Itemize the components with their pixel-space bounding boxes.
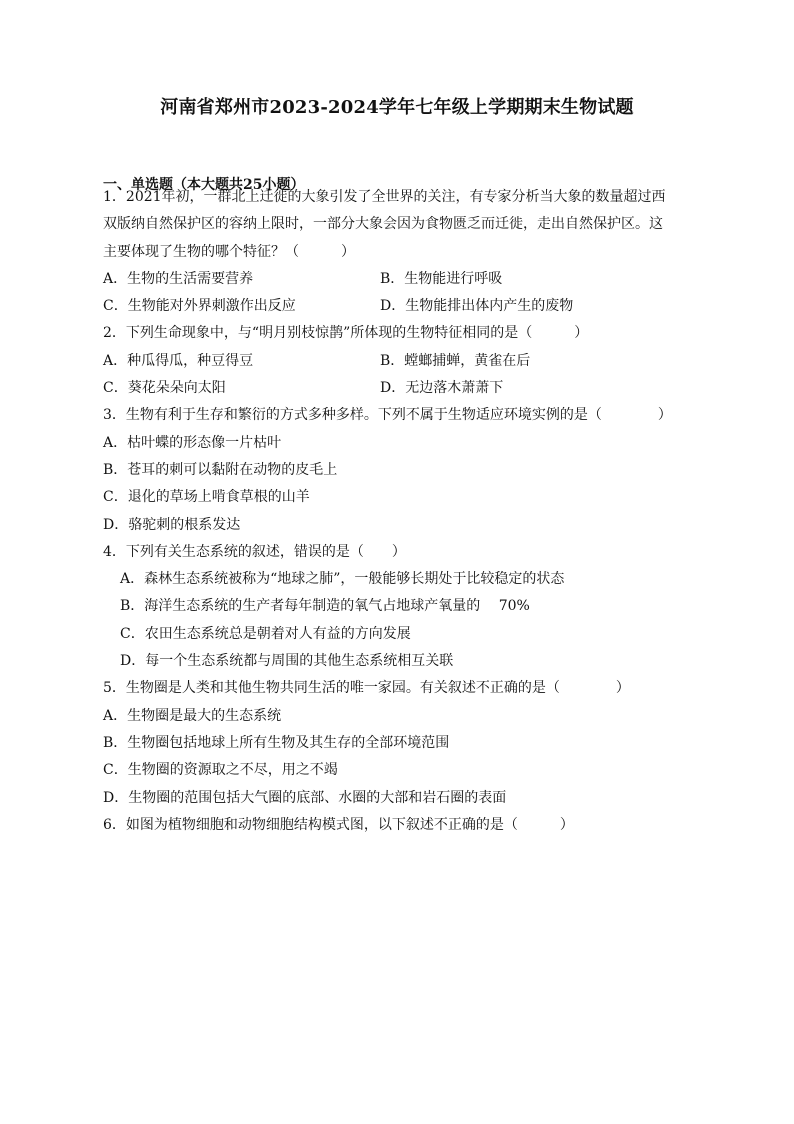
question-stem: 4．下列有关生态系统的叙述，错误的是（ ） xyxy=(103,543,406,560)
option-c: C．生物能对外界刺激作出反应 xyxy=(103,298,296,315)
section-heading: 一、单选题（本大题共25小题） xyxy=(103,177,305,193)
option-c: C．退化的草场上啃食草根的山羊 xyxy=(103,489,310,506)
option-d: D．骆驼刺的根系发达 xyxy=(103,516,241,533)
option-c: C．葵花朵朵向太阳 xyxy=(103,380,226,397)
question-3 xyxy=(103,402,695,538)
question-stem: 2．下列生命现象中，与“明月别枝惊鹊”所体现的生物特征相同的是（ ） xyxy=(103,325,589,342)
question-4 xyxy=(103,539,695,675)
question-stem: 1．2021年初，一群北上迁徙的大象引发了全世界的关注，有专家分析当大象的数量超过西 xyxy=(103,189,666,205)
option-a: A．种瓜得瓜，种豆得豆 xyxy=(103,352,254,369)
question-stem: 双版纳自然保护区的容纳上限时，一部分大象会因为食物匮乏而迁徙，走出自然保护区。这 xyxy=(103,216,663,233)
option-c: C．生物圈的资源取之不尽，用之不竭 xyxy=(103,762,338,779)
option-a: A．生物圈是最大的生态系统 xyxy=(103,707,282,724)
question-stem: 3．生物有利于生存和繁衍的方式多种多样。下列不属于生物适应环境实例的是（ ） xyxy=(103,407,672,424)
question-6 xyxy=(103,812,695,839)
option-b: B．生物圈包括地球上所有生物及其生存的全部环境范围 xyxy=(103,734,450,751)
question-2 xyxy=(103,320,695,402)
question-stem: 主要体现了生物的哪个特征？（ ） xyxy=(103,243,355,260)
question-5 xyxy=(103,675,695,811)
document-title: 河南省郑州市2023-2024学年七年级上学期期末生物试题 xyxy=(160,97,634,118)
option-b: B．螳螂捕蝉，黄雀在后 xyxy=(380,352,531,369)
option-c: C．农田生态系统总是朝着对人有益的方向发展 xyxy=(120,625,411,642)
option-d: D．生物能排出体内产生的废物 xyxy=(380,298,574,315)
option-d: D．每一个生态系统都与周围的其他生态系统相互关联 xyxy=(120,653,454,670)
option-d: D．生物圈的范围包括大气圈的底部、水圈的大部和岩石圈的表面 xyxy=(103,789,507,806)
option-b: B．生物能进行呼吸 xyxy=(380,270,503,287)
question-1 xyxy=(103,184,695,320)
option-a: A．枯叶蝶的形态像一片枯叶 xyxy=(103,434,282,451)
option-b: B．苍耳的刺可以黏附在动物的皮毛上 xyxy=(103,461,338,478)
question-list xyxy=(103,184,695,839)
option-a: A．森林生态系统被称为“地球之肺”，一般能够长期处于比较稳定的状态 xyxy=(120,571,565,588)
question-stem: 6．如图为植物细胞和动物细胞结构模式图，以下叙述不正确的是（ ） xyxy=(103,816,574,833)
option-b: B．海洋生态系统的生产者每年制造的氧气占地球产氧量的 70% xyxy=(120,598,530,615)
option-a: A．生物的生活需要营养 xyxy=(103,270,254,287)
question-stem: 5．生物圈是人类和其他生物共同生活的唯一家园。有关叙述不正确的是（ ） xyxy=(103,680,630,697)
option-d: D．无边落木萧萧下 xyxy=(380,380,504,397)
